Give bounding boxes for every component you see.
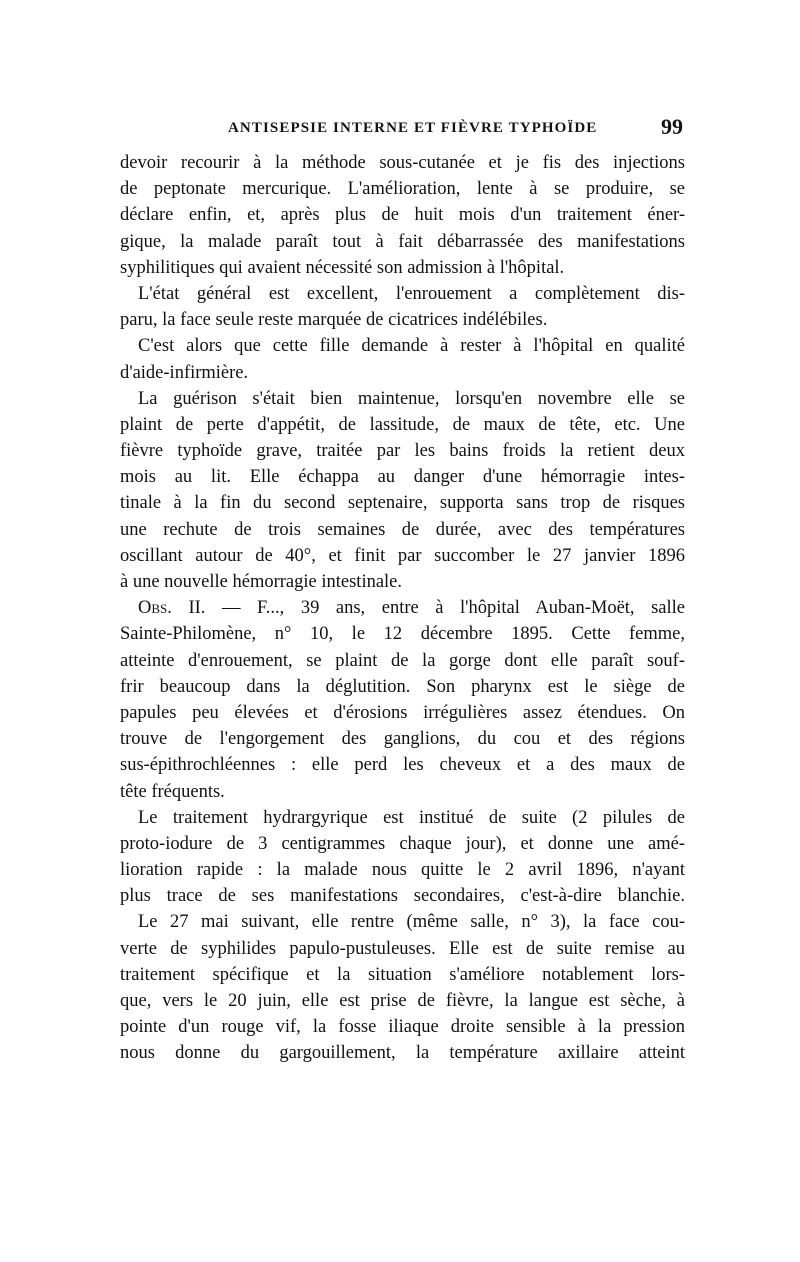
text-line: plaint de perte d'appétit, de lassitude, de maux de tête, etc. Une (120, 414, 685, 435)
text-line: L'état général est excellent, l'enrouement a complètement dis- (138, 283, 685, 304)
body-text (120, 150, 685, 1067)
text-line: traitement spécifique et la situation s'améliore notablement lors- (120, 964, 685, 985)
text-line: verte de syphilides papulo-pustuleuses. Elle est de suite remise au (120, 938, 685, 959)
text-line: plus trace de ses manifestations secondaires, c'est-à-dire blanchie. (120, 886, 685, 907)
text-line: une rechute de trois semaines de durée, avec des températures (120, 519, 685, 540)
text-line: Sainte-Philomène, n° 10, le 12 décembre 1895. Cette femme, (120, 624, 685, 645)
text-line: syphilitiques qui avaient nécessité son admission à l'hôpital. (120, 257, 565, 278)
text-line: d'aide-infirmière. (120, 362, 249, 383)
text-line: Le 27 mai suivant, elle rentre (même salle, n° 3), la face cou- (138, 912, 685, 933)
text-line: mois au lit. Elle échappa au danger d'une hémorragie intes- (120, 467, 685, 488)
text-line: devoir recourir à la méthode sous-cutanée et je fis des injections (120, 153, 685, 173)
text-line: Le traitement hydrargyrique est institué de suite (2 pilules de (138, 807, 685, 828)
text-line: que, vers le 20 juin, elle est prise de fièvre, la langue est sèche, à (120, 991, 685, 1011)
text-line: tinale à la fin du second septenaire, supporta sans trop de risques (120, 493, 685, 514)
text-line: gique, la malade paraît tout à fait débarrassée des manifestations (120, 231, 685, 252)
text-line: déclare enfin, et, après plus de huit mois d'un traitement éner- (120, 205, 685, 226)
text-line: nous donne du gargouillement, la température axillaire atteint (120, 1043, 685, 1064)
text-line: proto-iodure de 3 centigrammes chaque jour), et donne une amé- (120, 833, 685, 854)
text-line: tête fréquents. (120, 781, 225, 802)
obs-label: Obs. (138, 598, 172, 619)
text-line: à une nouvelle hémorragie intestinale. (120, 572, 403, 592)
text-line: trouve de l'engorgement des ganglions, du cou et des régions (120, 729, 685, 750)
text-line: sus-épithrochléennes : elle perd les cheveux et a des maux de (120, 755, 685, 776)
text-line: oscillant autour de 40°, et finit par succomber le 27 janvier 1896 (120, 545, 685, 566)
running-title: ANTISEPSIE INTERNE ET FIÈVRE TYPHOÏDE (228, 120, 598, 136)
text-line: C'est alors que cette fille demande à rester à l'hôpital en qualité (138, 336, 685, 357)
text-line: frir beaucoup dans la déglutition. Son pharynx est le siège de (120, 676, 685, 697)
text-line: papules peu élevées et d'érosions irrégulières assez étendues. On (120, 702, 685, 723)
text-line: pointe d'un rouge vif, la fosse iliaque droite sensible à la pression (120, 1017, 685, 1038)
text-line: atteinte d'enrouement, se plaint de la gorge dont elle paraît souf- (120, 650, 685, 671)
text-line: La guérison s'était bien maintenue, lorsqu'en novembre elle se (138, 388, 685, 409)
text-line: fièvre typhoïde grave, traitée par les bains froids la retient deux (120, 441, 685, 462)
text-line: lioration rapide : la malade nous quitte le 2 avril 1896, n'ayant (120, 860, 685, 881)
page-number: 99 (661, 114, 683, 139)
page-header (120, 114, 685, 144)
text-line: paru, la face seule reste marquée de cicatrices indélébiles. (120, 310, 548, 331)
text-line: de peptonate mercurique. L'amélioration, lente à se produire, se (120, 179, 685, 200)
observation-line (120, 595, 685, 621)
observation-text: II. — F..., 39 ans, entre à l'hôpital Auban-Moët, salle (188, 598, 686, 619)
